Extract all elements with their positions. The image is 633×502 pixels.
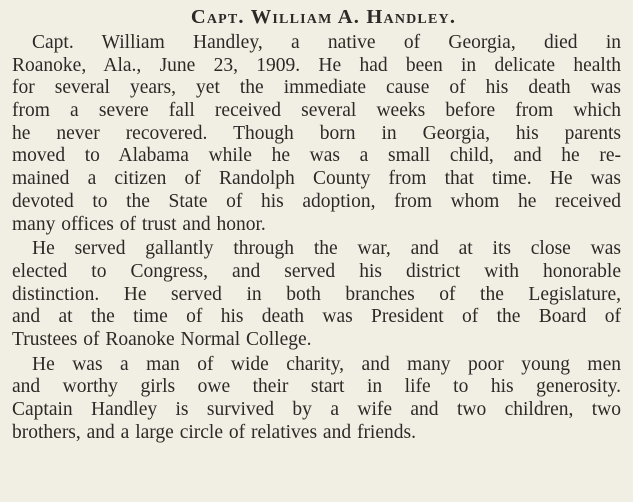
text-line: and at the time of his death was President of the Board of: [12, 306, 621, 328]
text-line: brothers, and a large circle of relatives and friends.: [12, 421, 416, 443]
text-line: Roanoke, Ala., June 23, 1909. He had been in delicate health: [12, 54, 621, 76]
text-line: elected to Congress, and served his district with honorable: [12, 260, 621, 282]
text-line: moved to Alabama while he was a small child, and he re-: [12, 145, 621, 167]
text-line: Capt. William Handley, a native of Georgia, died in: [32, 32, 621, 53]
text-line: devoted to the State of his adoption, from whom he received: [12, 190, 621, 212]
paragraph-3: [12, 354, 621, 445]
text-line: Trustees of Roanoke Normal College.: [12, 328, 312, 350]
text-line: distinction. He served in both branches of the Legislature,: [12, 283, 621, 305]
article-title: Capt. William A. Handley.: [190, 6, 457, 28]
text-line: Captain Handley is survived by a wife and two children, two: [12, 399, 621, 420]
text-line: He served gallantly through the war, and at its close was: [32, 238, 621, 260]
paragraph-1: [12, 32, 621, 236]
text-line: and worthy girls owe their start in life to his generosity.: [12, 376, 621, 398]
text-line: mained a citizen of Randolph County from that time. He was: [12, 168, 621, 190]
paragraph-2: [12, 238, 621, 351]
text-line: many offices of trust and honor.: [12, 213, 266, 235]
text-line: he never recovered. Though born in Georgia, his parents: [12, 122, 621, 144]
text-line: from a severe fall received several weeks before from which: [12, 100, 621, 122]
text-line: He was a man of wide charity, and many poor young men: [32, 353, 621, 375]
article-body: [12, 32, 621, 444]
text-line: for several years, yet the immediate cause of his death was: [12, 77, 621, 99]
